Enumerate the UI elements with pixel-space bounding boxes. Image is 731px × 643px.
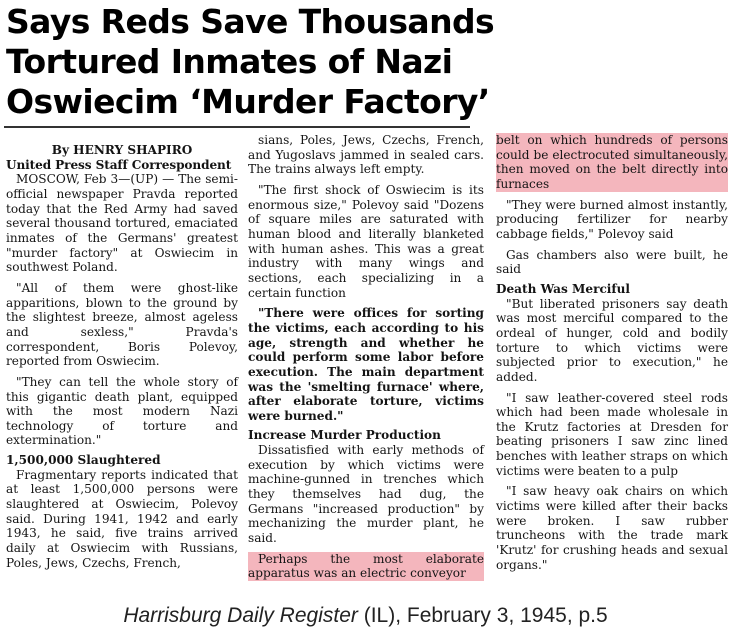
byline: By HENRY SHAPIRO [51, 143, 193, 157]
paragraph: "The first shock of Oswiecim is its enormous size," Polevoy said "Dozens of square miles are saturated with human blood and literally blanketed with human ashes. This was a great industry with many wings and sections, each specializing in a certain function [248, 182, 484, 300]
source-caption [0, 604, 731, 628]
headline-rule [4, 126, 470, 128]
paragraph: "I saw heavy oak chairs on which victims were killed after their backs were broken. I saw rubber truncheons with the trade mark 'Krutz' for crushing heads and sexual organs." [496, 484, 728, 572]
paragraph: "They were burned almost instantly, producing fertilizer for nearby cabbage fields," Polevoy said [496, 197, 728, 241]
newspaper-name: Harrisburg Daily Register [123, 604, 358, 627]
headline-line-3: Oswiecim ‘Murder Factory’ [6, 82, 490, 121]
paragraph: "I saw leather-covered steel rods which had been made wholesale in the Krutz factories at Dresden for beating prisoners I saw zinc lined benches with leather straps on which victims were beaten to a pulp [496, 390, 728, 478]
paragraph: MOSCOW, Feb 3—(UP) — The semi-official newspaper Pravda reported today that the Red Army had saved several thousand tortured, emaciated inmates of the Germans' greatest "murder factory" at Oswiecim in southwest Poland. [6, 172, 238, 275]
headline [6, 2, 495, 122]
byline-agency: United Press Staff Correspondent [6, 157, 232, 172]
paragraph: Fragmentary reports indicated that at least 1,500,000 persons were slaughtered at Oswiecim, Polevoy said. During 1941, 1942 and early 1943, he said, five trains arrived daily at Oswiecim with Russians, Poles, Jews, Czechs, French, [6, 467, 238, 570]
paragraph: "There were offices for sorting the victims, each according to his age, strength and whether he could perform some labor before execution. The main department was the 'smelting furnace' where, after elaborate torture, victims were burned." [248, 306, 484, 423]
caption-details: (IL), February 3, 1945, p.5 [357, 604, 608, 627]
highlighted-paragraph: belt on which hundreds of persons could be electrocuted simultaneously, then moved on the belt directly into furnaces [496, 133, 728, 191]
paragraph: "All of them were ghost-like apparitions, blown to the ground by the slightest breeze, almost ageless and sexless," Pravda's correspondent, Boris Polevoy, reported from Oswiecim. [6, 280, 238, 369]
paragraph: sians, Poles, Jews, Czechs, French, and Yugoslavs jammed in sealed cars. The trains always left empty. [248, 133, 484, 177]
article-column-2 [248, 133, 484, 581]
article-column-3 [496, 133, 728, 572]
subhead: 1,500,000 Slaughtered [6, 453, 161, 468]
paragraph: "They can tell the whole story of this gigantic death plant, equipped with the most modern Nazi technology of torture and extermination." [6, 374, 238, 448]
headline-line-1: Says Reds Save Thousands [6, 2, 495, 41]
subhead: Death Was Merciful [496, 281, 630, 296]
paragraph: Gas chambers also were built, he said [496, 247, 728, 277]
article-column-1 [6, 143, 238, 570]
paragraph: "But liberated prisoners say death was most merciful compared to the ordeal of hunger, cold and bodily torture to which victims were subjected prior to execution," he added. [496, 296, 728, 384]
headline-line-2: Tortured Inmates of Nazi [6, 42, 453, 81]
subhead: Increase Murder Production [248, 428, 441, 443]
paragraph: Dissatisfied with early methods of execution by which victims were machine-gunned in trenches which they themselves had dug, the Germans "increased production" by mechanizing the murder plant, he said. [248, 443, 484, 546]
highlighted-paragraph: Perhaps the most elaborate apparatus was an electric conveyor [248, 551, 484, 581]
